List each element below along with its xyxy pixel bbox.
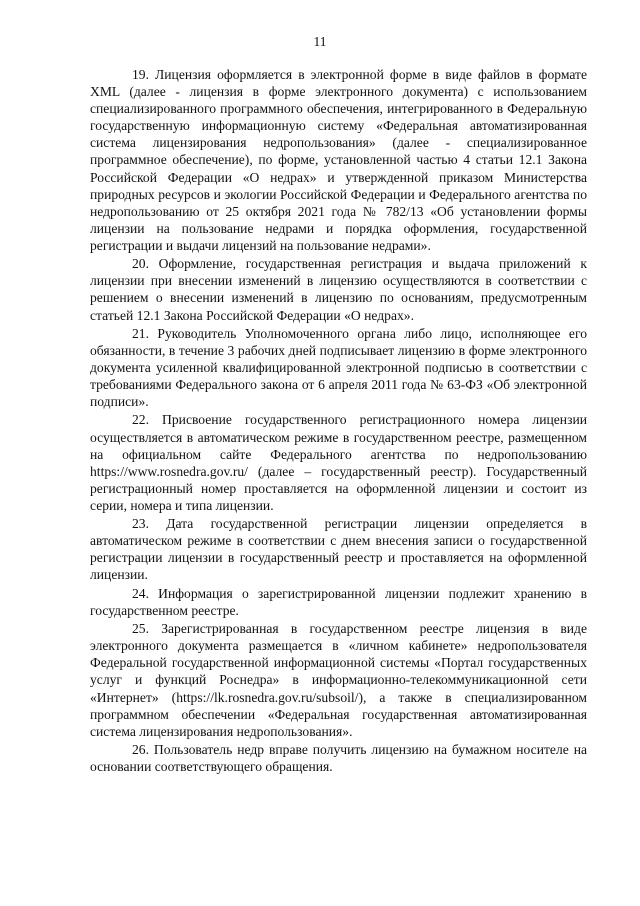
paragraph-23: 23. Дата государственной регистрации лицензии определяется в автоматическом режиме в соответствии с днем внесения записи о государственной регистрации лицензии в государственный реестр и проставляется на оформленной лицензии. — [90, 516, 587, 583]
page-number: 11 — [313, 34, 327, 49]
paragraph-20: 20. Оформление, государственная регистрация и выдача приложений к лицензии при внесении изменений в лицензию осуществляются в соответствии с решением о внесении изменений в лицензию по основаниям, предусмотренным статьей 12.1 Закона Российской Федерации «О недрах». — [90, 256, 587, 323]
paragraph-22: 22. Присвоение государственного регистрационного номера лицензии осуществляется в автоматическом режиме в государственном реестре, размещенном на официальном сайте Федерального агентства по недропользованию https://www.rosnedra.gov.ru/ (далее – государственный реестр). Государственный регистрационный номер проставляется на оформленной лицензии и состоит из серии, номера и типа лицензии. — [90, 412, 587, 513]
paragraph-19: 19. Лицензия оформляется в электронной форме в виде файлов в формате XML (далее - лицензия в форме электронного документа) с использованием специализированного программного обеспечения, интегрированного в Федеральную государственную информационную систему «Федеральная автоматизированная система лицензирования недропользования» (далее - специализированное программное обеспечение), по форме, установленной частью 4 статьи 12.1 Закона Российской Федерации «О недрах» и утвержденной приказом Министерства природных ресурсов и экологии Российской Федерации и Федерального агентства по недропользованию от 25 октября 2021 года № 782/13 «Об установлении формы лицензии на пользование недрами и порядка оформления, государственной регистрации и выдачи лицензий на пользование недрами». — [90, 67, 587, 253]
paragraph-21: 21. Руководитель Уполномоченного органа либо лицо, исполняющее его обязанности, в течение 3 рабочих дней подписывает лицензию в форме электронного документа усиленной квалифицированной электронной подписью в соответствии с требованиями Федерального закона от 6 апреля 2011 года № 63-ФЗ «Об электронной подписи». — [90, 325, 587, 410]
document-body — [90, 66, 587, 776]
paragraph-25: 25. Зарегистрированная в государственном реестре лицензия в виде электронного документа размещается в «личном кабинете» недропользователя Федеральной государственной информационной системы «Портал государственных услуг и функций Роснедра» в информационно-телекоммуникационной сети «Интернет» (https://lk.rosnedra.gov.ru/subsoil/), а также в специализированном программном обеспечении «Федеральная государственная автоматизированная система лицензирования недропользования». — [90, 621, 587, 739]
paragraph-24: 24. Информация о зарегистрированной лицензии подлежит хранению в государственном реестре. — [90, 585, 587, 618]
paragraph-26: 26. Пользователь недр вправе получить лицензию на бумажном носителе на основании соответствующего обращения. — [90, 741, 587, 775]
